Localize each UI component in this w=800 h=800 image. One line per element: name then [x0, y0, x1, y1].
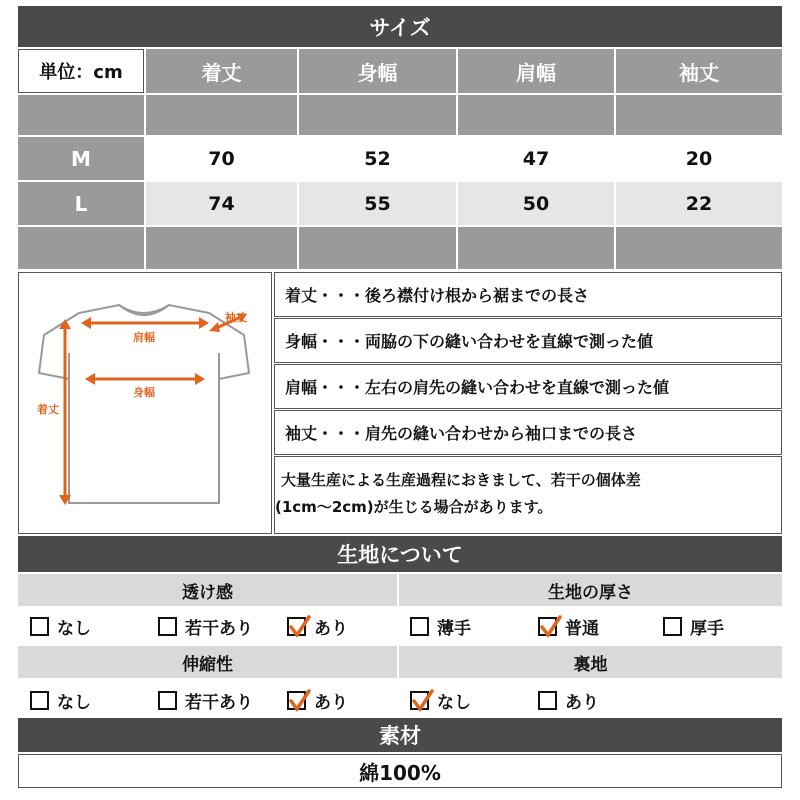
diagram-label-chest: 身幅: [133, 386, 155, 399]
diagram-label-shoulder: 肩幅: [133, 331, 155, 344]
size-note-line1: 大量生産による生産過程におきまして、若干の個体差: [281, 471, 641, 489]
empty-row-cell: [299, 95, 456, 135]
option-transparency-none[interactable]: [30, 614, 91, 639]
option-label: あり: [565, 693, 599, 713]
checked-checkbox-icon[interactable]: [538, 617, 557, 636]
empty-row-cell: [18, 95, 144, 135]
option-lining-none[interactable]: [410, 688, 471, 713]
group-title-lining: 裏地: [399, 646, 782, 678]
empty-row-cell: [299, 227, 456, 269]
diagram-label-length: 着丈: [37, 403, 59, 416]
empty-row-cell: [146, 227, 297, 269]
option-stretch-none[interactable]: [30, 688, 91, 713]
option-label: なし: [57, 619, 91, 639]
empty-row-cell: [616, 95, 782, 135]
option-label: 普通: [565, 619, 599, 639]
material-value: 綿100%: [18, 754, 782, 788]
option-stretch-yes[interactable]: [287, 688, 348, 713]
option-label: 若干あり: [185, 619, 253, 639]
column-header-shoulder: 肩幅: [458, 49, 614, 93]
empty-row-cell: [458, 95, 614, 135]
size-section-title: サイズ: [18, 6, 782, 47]
empty-row-cell: [146, 95, 297, 135]
option-label: 若干あり: [185, 693, 253, 713]
fabric-section-title: 生地について: [18, 536, 782, 572]
checked-checkbox-icon[interactable]: [287, 617, 306, 636]
option-label: 薄手: [437, 619, 471, 639]
size-m-length: 70: [146, 137, 297, 180]
checkbox-icon[interactable]: [158, 691, 177, 710]
option-transparency-yes[interactable]: [287, 614, 348, 639]
empty-row-cell: [18, 227, 144, 269]
option-lining-yes[interactable]: [538, 688, 599, 713]
size-row-label-l: L: [18, 182, 144, 225]
tshirt-diagram: [18, 272, 272, 534]
column-header-length: 着丈: [146, 49, 297, 93]
size-m-sleeve: 20: [616, 137, 782, 180]
checkbox-icon[interactable]: [30, 691, 49, 710]
size-m-shoulder: 47: [458, 137, 614, 180]
definition-chest: 身幅・・・両脇の下の縫い合わせを直線で測った値: [274, 318, 782, 363]
option-label: あり: [314, 619, 348, 639]
option-thickness-normal[interactable]: [538, 614, 599, 639]
group-title-transparency: 透け感: [18, 574, 397, 606]
checkbox-icon[interactable]: [158, 617, 177, 636]
checkbox-icon[interactable]: [538, 691, 557, 710]
checkbox-icon[interactable]: [410, 617, 429, 636]
definition-length: 着丈・・・後ろ襟付け根から裾までの長さ: [274, 272, 782, 317]
size-note-line2: (1cm〜2cm)が生じる場合があります。: [275, 498, 553, 516]
checked-checkbox-icon[interactable]: [410, 691, 429, 710]
size-m-chest: 52: [299, 137, 456, 180]
checked-checkbox-icon[interactable]: [287, 691, 306, 710]
group-title-thickness: 生地の厚さ: [399, 574, 782, 606]
size-l-shoulder: 50: [458, 182, 614, 225]
option-label: あり: [314, 693, 348, 713]
empty-row-cell: [458, 227, 614, 269]
diagram-label-sleeve: 袖丈: [225, 311, 247, 324]
option-label: なし: [437, 693, 471, 713]
checkbox-icon[interactable]: [663, 617, 682, 636]
size-note: [274, 456, 782, 534]
definition-sleeve: 袖丈・・・肩先の縫い合わせから袖口までの長さ: [274, 410, 782, 455]
option-label: なし: [57, 693, 91, 713]
definition-shoulder: 肩幅・・・左右の肩先の縫い合わせを直線で測った値: [274, 364, 782, 409]
size-l-length: 74: [146, 182, 297, 225]
group-title-stretch: 伸縮性: [18, 646, 397, 678]
option-label: 厚手: [690, 619, 724, 639]
option-thickness-thin[interactable]: [410, 614, 471, 639]
size-l-chest: 55: [299, 182, 456, 225]
size-row-label-m: M: [18, 137, 144, 180]
column-header-chest: 身幅: [299, 49, 456, 93]
size-l-sleeve: 22: [616, 182, 782, 225]
material-section-title: 素材: [18, 718, 782, 752]
option-transparency-slight[interactable]: [158, 614, 253, 639]
checkbox-icon[interactable]: [30, 617, 49, 636]
column-header-sleeve: 袖丈: [616, 49, 782, 93]
option-stretch-slight[interactable]: [158, 688, 253, 713]
option-thickness-thick[interactable]: [663, 614, 724, 639]
empty-row-cell: [616, 227, 782, 269]
unit-label: 単位：cm: [18, 49, 144, 93]
